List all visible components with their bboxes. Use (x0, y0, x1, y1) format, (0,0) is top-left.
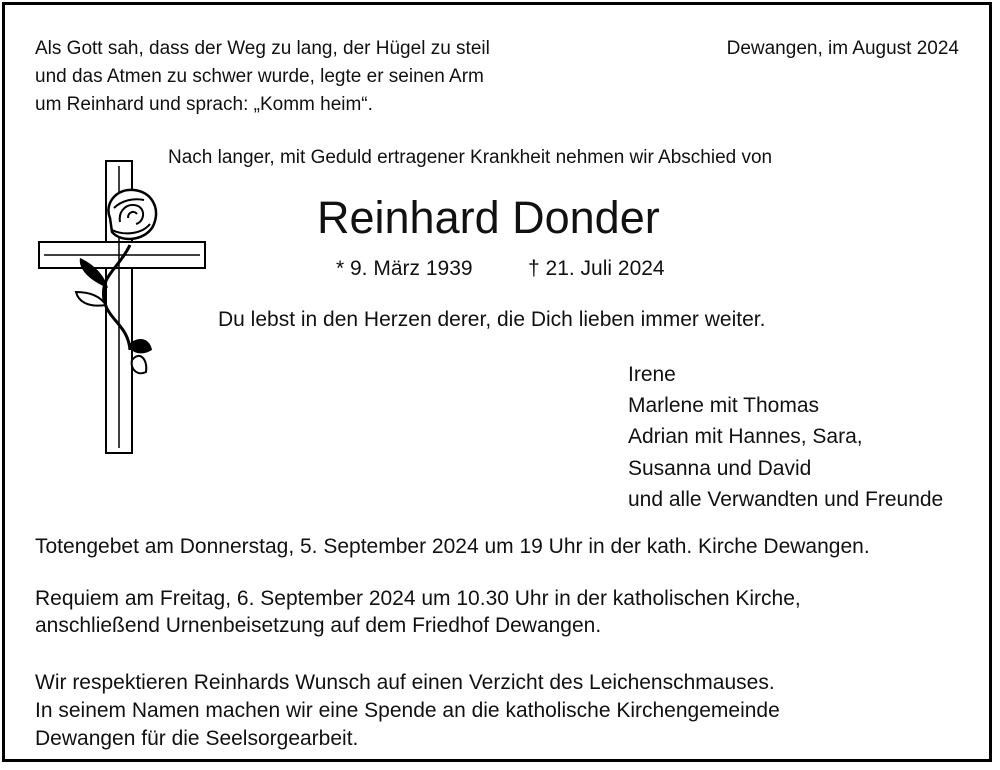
requiem-line: Requiem am Freitag, 6. September 2024 um 10.30 Uhr in der katholischen Kirche, (35, 587, 801, 610)
poem-line: Als Gott sah, dass der Weg zu lang, der Hügel zu steil (35, 38, 490, 59)
donation-info (35, 669, 780, 753)
death-date: † 21. Juli 2024 (528, 257, 665, 280)
requiem-info (35, 585, 801, 639)
donation-line: Wir respektieren Reinhards Wunsch auf einen Verzicht des Leichenschmauses. (35, 671, 775, 694)
motto: Du lebst in den Herzen derer, die Dich lieben immer weiter. (218, 308, 766, 331)
poem (35, 35, 490, 119)
family-member: Susanna und David (628, 456, 812, 480)
family-member: Irene (628, 363, 676, 386)
place-date: Dewangen, im August 2024 (726, 38, 959, 59)
poem-line: um Reinhard und sprach: „Komm heim“. (35, 94, 373, 115)
birth-date: * 9. März 1939 (336, 257, 473, 280)
obituary-frame (2, 2, 992, 762)
donation-line: In seinem Namen machen wir eine Spende an die katholische Kirchengemeinde (35, 699, 780, 722)
donation-line: Dewangen für die Seelsorgearbeit. (35, 727, 359, 750)
requiem-line: anschließend Urnenbeisetzung auf dem Friedhof Dewangen. (35, 614, 602, 637)
family-list (628, 359, 943, 515)
cross-with-rose-icon (38, 160, 208, 455)
prayer-info: Totengebet am Donnerstag, 5. September 2024 um 19 Uhr in der kath. Kirche Dewangen. (35, 535, 870, 558)
family-member: Adrian mit Hannes, Sara, (628, 425, 863, 449)
family-member: Marlene mit Thomas (628, 394, 820, 418)
poem-line: und das Atmen zu schwer wurde, legte er seinen Arm (35, 66, 484, 87)
family-member: und alle Verwandten und Freunde (628, 487, 944, 511)
intro-line: Nach langer, mit Geduld ertragener Krankheit nehmen wir Abschied von (168, 147, 773, 168)
deceased-name: Reinhard Donder (317, 192, 660, 243)
